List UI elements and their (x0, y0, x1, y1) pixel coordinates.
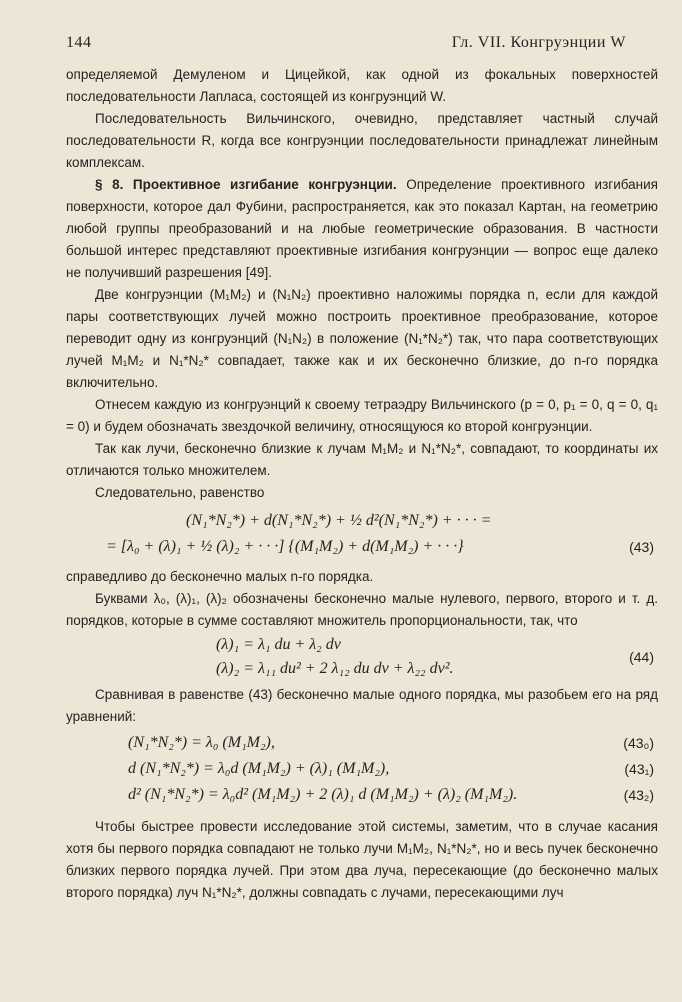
equation-44 (66, 634, 658, 682)
page-header (66, 34, 652, 56)
paragraph: Две конгруэнции (M₁M₂) и (N₁N₂) проективно наложимы порядка n, если для каждой пары соответствующих лучей можно построить проективное преобразование, которое переводит одну из конгруэнций (N₁N₂) в положение (N₁*N₂*) так, что пара соответствующих лучей M₁M₂ и N₁*N₂* совпадает, также как и их бесконечно близкие, до n-го порядка включительно. (66, 287, 658, 390)
equation-number: (43₁) (624, 761, 654, 777)
paragraph: определяемой Демуленом и Цицейкой, как одной из фокальных поверхностей последовательности Лапласа, состоящей из конгруэнций W. (66, 67, 658, 104)
paragraph: Буквами λ₀, (λ)₁, (λ)₂ обозначены бесконечно малые нулевого, первого, второго и т. д. порядков, которые в сумме составляют множитель пропорциональности, так, что (66, 591, 658, 628)
equation-number: (43₀) (623, 735, 654, 751)
equation-number: (43₂) (623, 787, 654, 803)
equation-text: d (N₁*N₂*) = λ₀d (M₁M₂) + (λ)₁ (M₁M₂), (128, 760, 390, 777)
paragraph: Так как лучи, бесконечно близкие к лучам M₁M₂ и N₁*N₂*, совпадают, то координаты их отличаются только множителем. (66, 441, 658, 478)
paragraph: Последовательность Вильчинского, очевидно, представляет частный случай последовательности R, когда все конгруэнции последовательности принадлежат линейным комплексам. (66, 111, 658, 170)
equation-line (66, 634, 658, 658)
equation-line (66, 784, 658, 810)
equation-text: (λ)₁ = λ₁ du + λ₂ dv (216, 636, 341, 653)
equation-line (66, 510, 658, 536)
equation-43-system (66, 732, 658, 810)
paragraph: Сравнивая в равенстве (43) бесконечно малые одного порядка, мы разобьем его на ряд уравнений: (66, 687, 658, 724)
page-body (66, 64, 658, 904)
paragraph: Следовательно, равенство (95, 485, 265, 500)
equation-line (66, 758, 658, 784)
equation-line (66, 536, 658, 562)
equation-43 (66, 510, 658, 562)
equation-text: (λ)₂ = λ₁₁ du² + 2 λ₁₂ du dv + λ₂₂ dv². (216, 660, 454, 677)
section-text: Определение проективного изгибания поверхности, которое дал Фубини, распространяется, как это показал Картан, на геометрию любой группы преобразований и на любые геометрические образования. В частности большой интерес представляют проективные изгибания конгруэнции — вопрос еще далеко не получивший разрешения [49]. (66, 177, 658, 280)
equation-line (66, 732, 658, 758)
paragraph: справедливо до бесконечно малых n-го порядка. (66, 569, 374, 584)
running-title: Гл. VII. Конгруэнции W (451, 34, 626, 51)
equation-number: (44) (629, 649, 654, 665)
equation-number: (43) (629, 539, 654, 555)
equation-text: d² (N₁*N₂*) = λ₀d² (M₁M₂) + 2 (λ)₁ d (M₁M₂) + (λ)₂ (M₁M₂). (128, 786, 518, 803)
equation-line (66, 649, 658, 682)
equation-text: (N₁*N₂*) + d(N₁*N₂*) + ½ d²(N₁*N₂*) + · · · = (186, 512, 492, 529)
section-title: § 8. Проективное изгибание конгруэнции. (95, 177, 397, 192)
paragraph: Отнесем каждую из конгруэнций к своему тетраэдру Вильчинского (p = 0, p₁ = 0, q = 0, q₁ = 0) и будем обозначать звездочкой величину, относящуюся ко второй конгруэнции. (66, 397, 658, 434)
page-number: 144 (66, 34, 92, 51)
paragraph: Чтобы быстрее провести исследование этой системы, заметим, что в случае касания хотя бы первого порядка совпадают не только лучи M₁M₂, N₁*N₂*, но и весь пучек бесконечно близких первого порядка лучей. При этом два луча, пересекающие (до бесконечно малых второго порядка) луч N₁*N₂*, должны совпадать с лучами, пересекающими луч (66, 819, 658, 900)
equation-text: = [λ₀ + (λ)₁ + ½ (λ)₂ + · · ·] {(M₁M₂) + d(M₁M₂) + · · ·} (106, 538, 464, 555)
equation-text: (N₁*N₂*) = λ₀ (M₁M₂), (128, 734, 275, 751)
section-paragraph (66, 174, 658, 284)
